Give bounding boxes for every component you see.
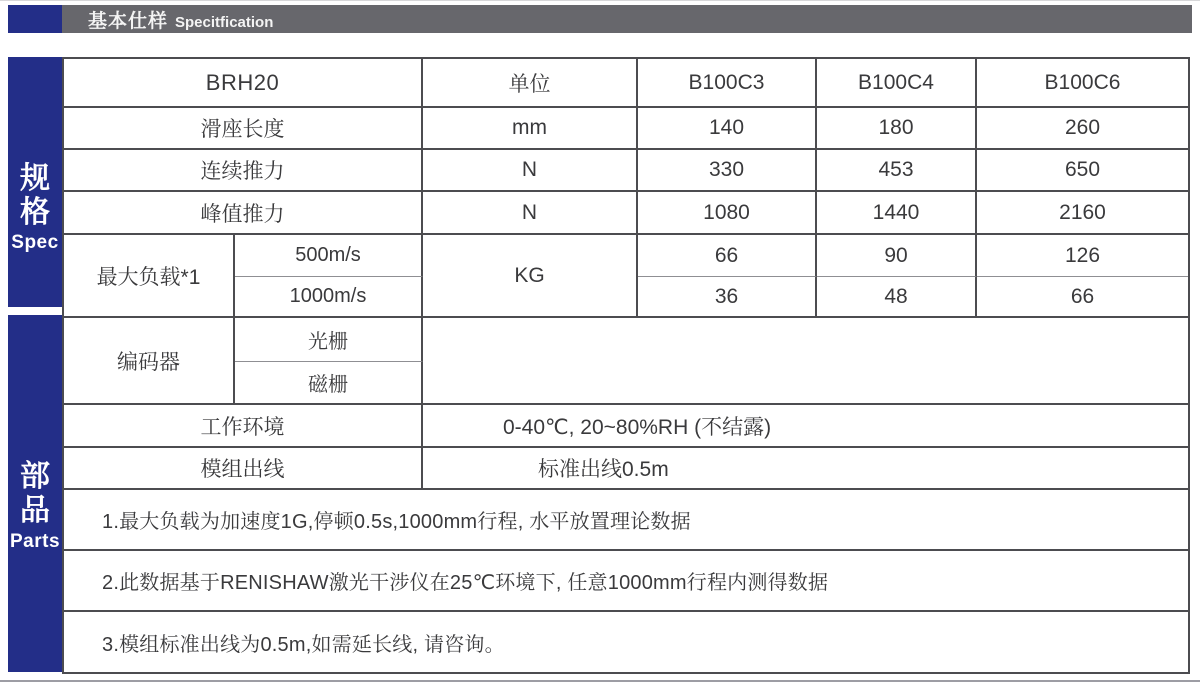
- section-header-bar: [8, 5, 1192, 33]
- label-encoder-optical: 光栅: [235, 318, 423, 362]
- value-cell: 126: [977, 235, 1188, 277]
- header-accent-block: [8, 5, 62, 33]
- unit-slide-length: mm: [423, 108, 638, 150]
- cell-unit-header: 单位: [423, 59, 638, 108]
- value-cell: 66: [638, 235, 817, 277]
- value-cell: 2160: [977, 192, 1188, 235]
- value-cell: 36: [638, 277, 817, 318]
- sidebar-spec-label-en: Spec: [11, 232, 59, 254]
- spec-table: [62, 57, 1190, 674]
- value-cell: 180: [817, 108, 977, 150]
- label-encoder-magnetic: 磁栅: [235, 362, 423, 405]
- page-bottom-rule: [0, 680, 1200, 682]
- label-cable: 模组出线: [64, 448, 423, 490]
- col-header-b100c4: B100C4: [817, 59, 977, 108]
- note-3: 3.模组标准出线为0.5m,如需延长线, 请咨询。: [102, 633, 505, 656]
- label-max-load: 最大负载*1: [64, 235, 235, 318]
- value-cell: 90: [817, 235, 977, 277]
- section-title-en: Specitfication: [175, 13, 274, 31]
- label-cont-thrust: 连续推力: [64, 150, 423, 192]
- value-environment: 0-40℃, 20~80%RH (不结露): [423, 405, 1188, 448]
- cell-model-header: BRH20: [64, 59, 423, 108]
- value-cell: 66: [977, 277, 1188, 318]
- value-cell: 1080: [638, 192, 817, 235]
- sidebar-parts-labels: [10, 460, 60, 552]
- label-encoder: 编码器: [64, 318, 235, 405]
- label-slide-length: 滑座长度: [64, 108, 423, 150]
- page-top-rule: [0, 0, 1200, 1]
- note-1: 1.最大负载为加速度1G,停顿0.5s,1000mm行程, 水平放置理论数据: [64, 490, 1188, 551]
- section-title: [88, 6, 273, 33]
- label-peak-thrust: 峰值推力: [64, 192, 423, 235]
- value-cable: 标准出线0.5m: [423, 448, 1188, 490]
- label-max-load-500: 500m/s: [235, 235, 423, 277]
- sidebar-parts-segment: [8, 315, 62, 672]
- unit-peak-thrust: N: [423, 192, 638, 235]
- value-cell: 650: [977, 150, 1188, 192]
- value-cell: 260: [977, 108, 1188, 150]
- sidebar-parts-label-en: Parts: [9, 530, 61, 552]
- col-header-b100c6: B100C6: [977, 59, 1188, 108]
- label-environment: 工作环境: [64, 405, 423, 448]
- sidebar-parts-label-zh: 部品: [20, 460, 50, 527]
- value-cell: 453: [817, 150, 977, 192]
- value-cell: 48: [817, 277, 977, 318]
- sidebar-spec-segment: [8, 57, 62, 307]
- unit-cont-thrust: N: [423, 150, 638, 192]
- value-cell: 330: [638, 150, 817, 192]
- unit-max-load: KG: [423, 235, 638, 318]
- note-2: 2.此数据基于RENISHAW激光干涉仪在25℃环境下, 任意1000mm行程内测得数据: [64, 551, 1188, 612]
- col-header-b100c3: B100C3: [638, 59, 817, 108]
- value-cell: 1440: [817, 192, 977, 235]
- sidebar-spec-labels: [11, 162, 58, 254]
- sidebar-spec-label-zh: 规格: [19, 161, 50, 229]
- cell-encoder-empty: [423, 318, 1188, 405]
- value-cell: 140: [638, 108, 817, 150]
- section-title-zh: 基本仕样: [88, 10, 169, 32]
- label-max-load-1000: 1000m/s: [235, 277, 423, 318]
